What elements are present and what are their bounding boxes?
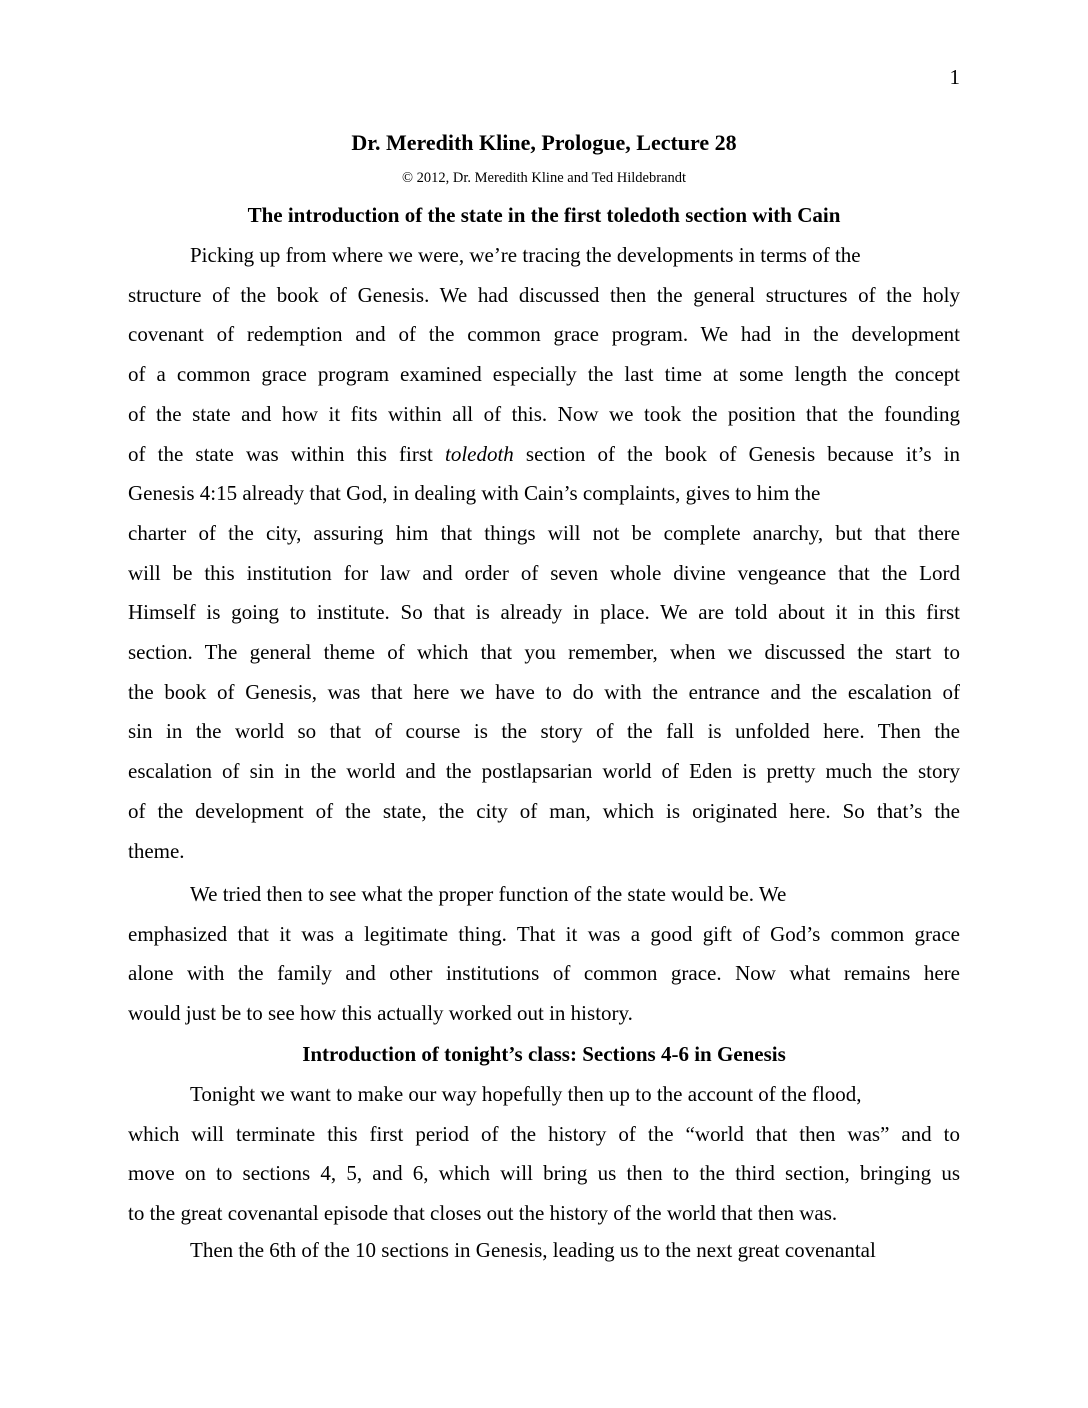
text-line: covenant of redemption and of the common grace program. We had in the development <box>128 322 960 347</box>
text-line: Picking up from where we were, we’re tracing the developments in terms of the <box>190 243 861 267</box>
text-line: alone with the family and other institutions of common grace. Now what remains here <box>128 961 960 986</box>
text-line: of the state and how it fits within all of this. Now we took the position that the founding <box>128 401 960 426</box>
page-number: 1 <box>949 65 960 89</box>
copyright-line: © 2012, Dr. Meredith Kline and Ted Hildebrandt <box>402 170 686 186</box>
text-line: which will terminate this first period of the history of the “world that then was” and to <box>128 1121 960 1146</box>
lecture-title: Dr. Meredith Kline, Prologue, Lecture 28 <box>351 130 737 155</box>
text-line: escalation of sin in the world and the postlapsarian world of Eden is pretty much the story <box>128 759 960 784</box>
text-line: We tried then to see what the proper function of the state would be. We <box>190 882 787 906</box>
text-line: of the development of the state, the city of man, which is originated here. So that’s the <box>128 798 960 823</box>
text-line: charter of the city, assuring him that things will not be complete anarchy, but that there <box>128 520 960 545</box>
text-line: move on to sections 4, 5, and 6, which will bring us then to the third section, bringing us <box>128 1161 960 1186</box>
text-line: Tonight we want to make our way hopefully then up to the account of the flood, <box>190 1082 862 1106</box>
paragraph-sixth-section <box>128 1231 960 1271</box>
paragraph-tonight <box>128 1075 960 1234</box>
text-line: of a common grace program examined especially the last time at some length the concept <box>128 362 960 387</box>
text-line: theme. <box>128 838 185 863</box>
text-line: will be this institution for law and order of seven whole divine vengeance that the Lord <box>128 560 960 585</box>
text-line: Then the 6th of the 10 sections in Genesis, leading us to the next great covenantal <box>190 1238 876 1262</box>
text-line: Genesis 4:15 already that God, in dealing with Cain’s complaints, gives to him the <box>128 481 821 506</box>
paragraph-state-function <box>128 875 960 1034</box>
text-line: the book of Genesis, was that here we have to do with the entrance and the escalation of <box>128 679 960 704</box>
text-line: sin in the world so that of course is the story of the fall is unfolded here. Then the <box>128 719 960 744</box>
text-line: Himself is going to institute. So that is already in place. We are told about it in this first <box>128 600 960 625</box>
text-line: would just be to see how this actually worked out in history. <box>128 1001 633 1026</box>
paragraph-state-founding <box>128 236 960 871</box>
text-line: emphasized that it was a legitimate thing. That it was a good gift of God’s common grace <box>128 921 960 946</box>
section-heading-cain: The introduction of the state in the first toledoth section with Cain <box>247 203 841 227</box>
text-run: of the state was within this first <box>128 441 445 466</box>
text-line: structure of the book of Genesis. We had discussed then the general structures of the holy <box>128 282 960 307</box>
text-run: section of the book of Genesis because it’s in <box>513 441 960 466</box>
section-heading-tonight: Introduction of tonight’s class: Sections 4-6 in Genesis <box>302 1042 786 1066</box>
italic-term: toledoth <box>444 441 514 466</box>
text-line: to the great covenantal episode that closes out the history of the world that then was. <box>128 1201 838 1226</box>
text-line-toledoth <box>128 435 960 475</box>
text-line: section. The general theme of which that you remember, when we discussed the start to <box>128 640 960 665</box>
